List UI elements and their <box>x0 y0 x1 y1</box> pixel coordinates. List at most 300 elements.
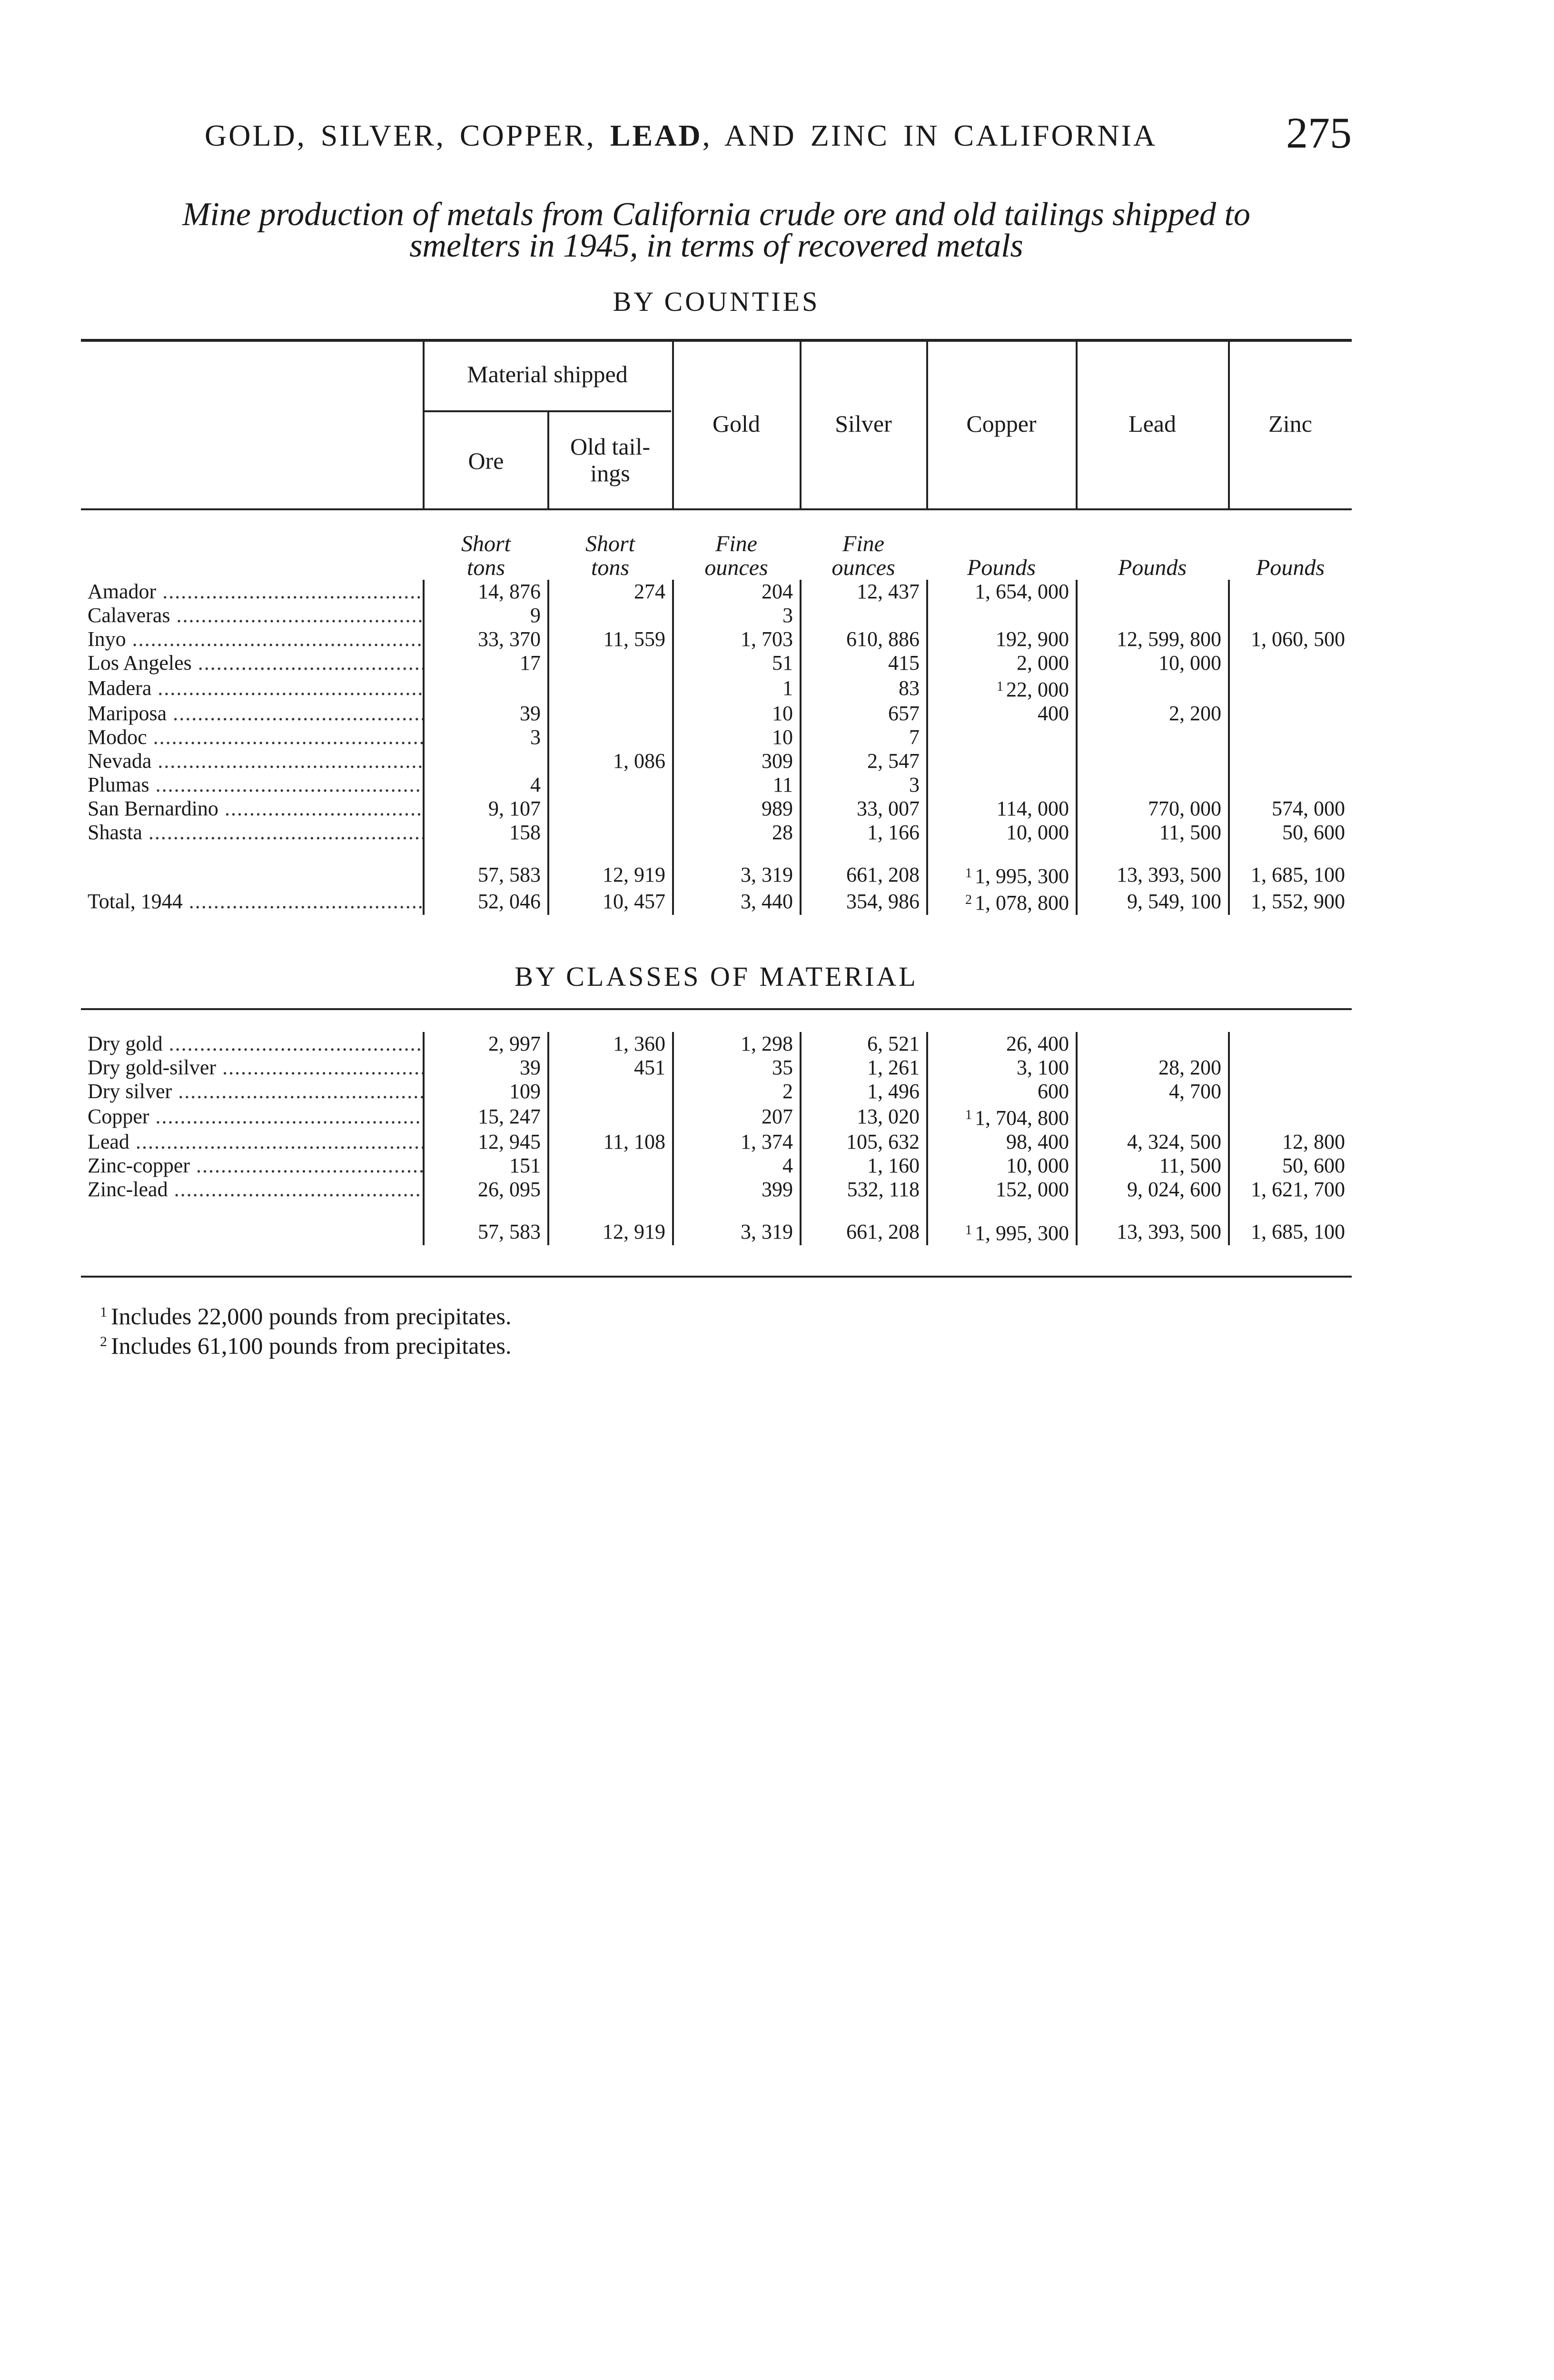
cell-value: 7 <box>909 725 920 749</box>
cell-value: 1, 078, 800 <box>975 891 1069 914</box>
cell-gold <box>673 888 801 915</box>
row-label: Copper ..... <box>81 1103 424 1130</box>
cell-value: 109 <box>509 1080 541 1103</box>
cell-lead <box>1077 651 1229 675</box>
cell-gold <box>673 702 801 725</box>
cell-value: 13, 393, 500 <box>1117 1220 1221 1243</box>
cell-lead <box>1077 1219 1229 1245</box>
cell-copper <box>927 821 1077 844</box>
running-title <box>205 118 1157 153</box>
col-header-ore: Ore <box>468 447 504 474</box>
cell-ore <box>424 1154 548 1178</box>
cell-ore <box>424 1080 548 1103</box>
cell-silver <box>801 1130 927 1154</box>
cell-copper <box>927 702 1077 725</box>
row-label: Modoc ..... <box>81 725 424 749</box>
cell-value: 12, 945 <box>478 1130 541 1153</box>
cell-value: 11, 108 <box>603 1130 665 1153</box>
units-lead: Pounds <box>1118 555 1187 580</box>
cell-zinc <box>1229 604 1352 627</box>
cell-tailings <box>548 702 673 725</box>
cell-value: 14, 876 <box>478 580 541 603</box>
cell-value: 105, 632 <box>846 1130 920 1153</box>
cell-value: 1, 086 <box>613 749 665 773</box>
cell-zinc <box>1229 1178 1352 1201</box>
counties-body <box>81 580 1352 915</box>
cell-value: 12, 800 <box>1282 1130 1345 1153</box>
cell-lead <box>1077 1154 1229 1178</box>
county-row <box>81 651 1352 675</box>
cell-silver <box>801 1103 927 1130</box>
cell-ore <box>424 627 548 651</box>
row-label: Dry silver ..... <box>81 1080 424 1103</box>
cell-zinc <box>1229 1080 1352 1103</box>
cell-value: 1, 704, 800 <box>975 1106 1069 1130</box>
footnotes <box>100 1299 511 1359</box>
class-row <box>81 1056 1352 1080</box>
cell-silver <box>801 604 927 627</box>
cell-value: 3, 319 <box>741 1220 793 1243</box>
footnote-1-text: Includes 22,000 pounds from precipitates. <box>111 1303 512 1329</box>
cell-ore <box>424 1219 548 1245</box>
cell-lead <box>1077 1056 1229 1080</box>
cell-lead <box>1077 580 1229 604</box>
cell-ore <box>424 1201 548 1219</box>
row-label: Dry gold ..... <box>81 1032 424 1056</box>
county-row <box>81 773 1352 797</box>
cell-copper <box>927 1219 1077 1245</box>
cell-value: 51 <box>772 651 793 674</box>
row-label: Calaveras ..... <box>81 604 424 627</box>
cell-value: 33, 370 <box>478 627 541 651</box>
cell-lead <box>1077 773 1229 797</box>
row-label: Inyo ..... <box>81 627 424 651</box>
units-ore <box>424 532 548 580</box>
cell-value: 26, 400 <box>1006 1032 1069 1055</box>
county-row <box>81 675 1352 702</box>
cell-value: 661, 208 <box>846 1220 920 1243</box>
cell-value: 274 <box>634 580 665 603</box>
cell-lead <box>1077 1032 1229 1056</box>
cell-value: 1, 374 <box>741 1130 793 1153</box>
running-title-part1: GOLD, SILVER, COPPER, <box>205 119 610 152</box>
cell-value: 10 <box>772 702 793 725</box>
cell-value: 1, 995, 300 <box>975 864 1069 888</box>
cell-value: 661, 208 <box>846 863 920 886</box>
footnote-ref: 2 <box>965 892 972 907</box>
col-header-gold: Gold <box>713 410 760 437</box>
cell-tailings <box>548 1080 673 1103</box>
cell-value: 2, 000 <box>1017 651 1069 674</box>
counties-total-row <box>81 862 1352 888</box>
spacer-row <box>81 844 1352 862</box>
cell-value: 9, 107 <box>488 797 541 820</box>
cell-value: 10 <box>772 725 793 749</box>
cell-lead <box>1077 797 1229 821</box>
cell-value: 309 <box>762 749 793 773</box>
cell-copper <box>927 1080 1077 1103</box>
cell-gold <box>673 1178 801 1201</box>
cell-silver <box>801 702 927 725</box>
cell-value: 4, 700 <box>1169 1080 1221 1103</box>
cell-value: 6, 521 <box>867 1032 920 1055</box>
cell-value: 4 <box>782 1154 793 1177</box>
cell-value: 28 <box>772 821 793 844</box>
cell-value: 1, 261 <box>867 1056 920 1079</box>
cell-value: 10, 000 <box>1158 651 1221 674</box>
cell-silver <box>801 1219 927 1245</box>
cell-tailings <box>548 888 673 915</box>
cell-gold <box>673 627 801 651</box>
col-header-old-tailings-line1: Old tail- <box>570 433 651 460</box>
cell-tailings <box>548 1056 673 1080</box>
cell-copper <box>927 797 1077 821</box>
cell-value: 17 <box>520 651 541 674</box>
row-label: Zinc-lead ..... <box>81 1178 424 1201</box>
cell-gold <box>673 797 801 821</box>
cell-ore <box>424 702 548 725</box>
cell-tailings <box>548 627 673 651</box>
cell-silver <box>801 797 927 821</box>
cell-value: 9, 549, 100 <box>1127 890 1221 913</box>
cell-value: 400 <box>1038 702 1069 725</box>
cell-value: 98, 400 <box>1006 1130 1069 1153</box>
cell-tailings <box>548 1130 673 1154</box>
cell-ore <box>424 1178 548 1201</box>
cell-value: 12, 437 <box>857 580 920 603</box>
row-label <box>81 844 424 862</box>
cell-zinc <box>1229 725 1352 749</box>
cell-tailings <box>548 1219 673 1245</box>
cell-ore <box>424 844 548 862</box>
cell-silver <box>801 1032 927 1056</box>
cell-copper <box>927 675 1077 702</box>
cell-gold <box>673 1032 801 1056</box>
cell-value: 610, 886 <box>846 627 920 651</box>
cell-zinc <box>1229 627 1352 651</box>
cell-value: 9 <box>530 604 541 627</box>
row-label: Nevada ..... <box>81 749 424 773</box>
cell-value: 12, 919 <box>603 863 665 886</box>
cell-lead <box>1077 844 1229 862</box>
cell-value: 28, 200 <box>1158 1056 1221 1079</box>
units-zinc: Pounds <box>1256 555 1325 580</box>
cell-ore <box>424 604 548 627</box>
cell-value: 151 <box>509 1154 541 1177</box>
cell-tailings <box>548 604 673 627</box>
class-row <box>81 1130 1352 1154</box>
running-header <box>81 104 1352 156</box>
cell-lead <box>1077 627 1229 651</box>
class-row <box>81 1032 1352 1056</box>
cell-copper <box>927 1103 1077 1130</box>
cell-value: 770, 000 <box>1148 797 1221 820</box>
section-counties-heading: BY COUNTIES <box>613 286 820 317</box>
cell-tailings <box>548 773 673 797</box>
cell-zinc <box>1229 1201 1352 1219</box>
cell-gold <box>673 1130 801 1154</box>
county-row <box>81 821 1352 844</box>
row-label: Zinc-copper ..... <box>81 1154 424 1178</box>
cell-copper <box>927 627 1077 651</box>
units-ore-line2: tons <box>466 555 505 580</box>
cell-zinc <box>1229 1130 1352 1154</box>
cell-tailings <box>548 651 673 675</box>
cell-value: 1, 621, 700 <box>1251 1178 1345 1201</box>
running-title-part2: , AND ZINC IN CALIFORNIA <box>702 119 1158 152</box>
units-silver <box>801 532 926 580</box>
cell-value: 83 <box>899 676 920 700</box>
cell-silver <box>801 749 927 773</box>
county-row <box>81 604 1352 627</box>
cell-zinc <box>1229 797 1352 821</box>
cell-value: 50, 600 <box>1282 1154 1345 1177</box>
cell-value: 3 <box>909 773 920 796</box>
cell-value: 1, 654, 000 <box>975 580 1069 603</box>
cell-copper <box>927 844 1077 862</box>
cell-zinc <box>1229 1154 1352 1178</box>
header-bottom-rule <box>81 508 1352 510</box>
cell-value: 3, 319 <box>741 863 793 886</box>
classes-table <box>81 1032 1352 1245</box>
cell-lead <box>1077 1080 1229 1103</box>
col-header-silver: Silver <box>835 410 892 437</box>
cell-zinc <box>1229 702 1352 725</box>
footnote-1 <box>100 1299 511 1329</box>
cell-silver <box>801 888 927 915</box>
cell-silver <box>801 773 927 797</box>
cell-ore <box>424 1103 548 1130</box>
total-1944-row <box>81 888 1352 915</box>
cell-silver <box>801 1178 927 1201</box>
cell-tailings <box>548 862 673 888</box>
cell-value: 10, 000 <box>1006 821 1069 844</box>
cell-ore <box>424 675 548 702</box>
cell-lead <box>1077 888 1229 915</box>
cell-value: 204 <box>762 580 793 603</box>
cell-value: 1, 298 <box>741 1032 793 1055</box>
row-label <box>81 1219 424 1245</box>
cell-tailings <box>548 1032 673 1056</box>
cell-gold <box>673 1219 801 1245</box>
cell-tailings <box>548 580 673 604</box>
footnote-ref: 1 <box>997 679 1003 694</box>
cell-value: 354, 986 <box>846 890 920 913</box>
cell-zinc <box>1229 862 1352 888</box>
cell-lead <box>1077 821 1229 844</box>
cell-gold <box>673 1201 801 1219</box>
cell-value: 574, 000 <box>1272 797 1345 820</box>
cell-value: 1, 703 <box>741 627 793 651</box>
cell-value: 22, 000 <box>1006 678 1069 701</box>
col-header-lead: Lead <box>1128 410 1176 437</box>
cell-value: 50, 600 <box>1282 821 1345 844</box>
footnote-ref: 1 <box>965 1108 972 1122</box>
cell-lead <box>1077 1103 1229 1130</box>
col-header-copper: Copper <box>966 410 1037 437</box>
cell-value: 451 <box>634 1056 665 1079</box>
cell-tailings <box>548 1154 673 1178</box>
cell-value: 3, 100 <box>1017 1056 1069 1079</box>
col-header-material-shipped: Material shipped <box>467 361 628 387</box>
units-gold-line1: Fine <box>715 531 757 556</box>
cell-value: 2, 547 <box>867 749 920 773</box>
cell-ore <box>424 1056 548 1080</box>
cell-ore <box>424 725 548 749</box>
row-label: Los Angeles ..... <box>81 651 424 675</box>
cell-value: 114, 000 <box>996 797 1069 820</box>
cell-value: 12, 599, 800 <box>1117 627 1221 651</box>
footnote-2-text: Includes 61,100 pounds from precipitates. <box>111 1332 512 1359</box>
cell-gold <box>673 1103 801 1130</box>
page-number: 275 <box>1286 109 1352 157</box>
cell-value: 1, 360 <box>613 1032 665 1055</box>
cell-tailings <box>548 844 673 862</box>
cell-ore <box>424 1032 548 1056</box>
cell-copper <box>927 580 1077 604</box>
cell-value: 11 <box>772 773 793 796</box>
cell-copper <box>927 604 1077 627</box>
cell-tailings <box>548 725 673 749</box>
cell-silver <box>801 675 927 702</box>
cell-silver <box>801 1080 927 1103</box>
cell-copper <box>927 1032 1077 1056</box>
cell-lead <box>1077 702 1229 725</box>
cell-copper <box>927 862 1077 888</box>
cell-ore <box>424 651 548 675</box>
cell-silver <box>801 1056 927 1080</box>
cell-value: 10, 000 <box>1006 1154 1069 1177</box>
cell-silver <box>801 1201 927 1219</box>
cell-value: 1, 496 <box>867 1080 920 1103</box>
class-row <box>81 1178 1352 1201</box>
county-row <box>81 749 1352 773</box>
cell-zinc <box>1229 1032 1352 1056</box>
cell-tailings <box>548 797 673 821</box>
cell-value: 1, 166 <box>867 821 920 844</box>
cell-value: 600 <box>1038 1080 1069 1103</box>
cell-gold <box>673 725 801 749</box>
cell-copper <box>927 773 1077 797</box>
cell-copper <box>927 1056 1077 1080</box>
units-copper: Pounds <box>967 555 1036 580</box>
cell-tailings <box>548 1103 673 1130</box>
cell-value: 152, 000 <box>996 1178 1069 1201</box>
class-row <box>81 1154 1352 1178</box>
cell-value: 26, 095 <box>478 1178 541 1201</box>
cell-ore <box>424 580 548 604</box>
row-label: Amador ..... <box>81 580 424 604</box>
cell-value: 3 <box>782 604 793 627</box>
county-row <box>81 702 1352 725</box>
units-silver-line1: Fine <box>842 531 884 556</box>
table-bottom-rule <box>81 1276 1352 1278</box>
cell-zinc <box>1229 888 1352 915</box>
cell-gold <box>673 1080 801 1103</box>
cell-value: 1, 995, 300 <box>975 1221 1069 1245</box>
cell-value: 33, 007 <box>857 797 920 820</box>
cell-copper <box>927 1201 1077 1219</box>
cell-value: 11, 500 <box>1159 821 1221 844</box>
cell-value: 13, 393, 500 <box>1117 863 1221 886</box>
units-silver-line2: ounces <box>831 555 895 580</box>
cell-zinc <box>1229 844 1352 862</box>
cell-value: 10, 457 <box>603 890 665 913</box>
cell-value: 2 <box>782 1080 793 1103</box>
cell-copper <box>927 1178 1077 1201</box>
cell-gold <box>673 862 801 888</box>
row-label: San Bernardino ..... <box>81 797 424 821</box>
row-label <box>81 862 424 888</box>
row-label <box>81 1201 424 1219</box>
cell-gold <box>673 675 801 702</box>
units-gold-line2: ounces <box>704 555 768 580</box>
cell-zinc <box>1229 675 1352 702</box>
county-row <box>81 797 1352 821</box>
cell-ore <box>424 749 548 773</box>
footnote-2 <box>100 1329 511 1359</box>
table-title-line1: Mine production of metals from California crude ore and old tailings shipped to <box>182 196 1250 233</box>
class-row <box>81 1080 1352 1103</box>
row-label: Plumas ..... <box>81 773 424 797</box>
cell-value: 158 <box>509 821 541 844</box>
row-label: Dry gold-silver ..... <box>81 1056 424 1080</box>
cell-value: 1 <box>782 676 793 700</box>
cell-gold <box>673 604 801 627</box>
running-title-bold: LEAD <box>610 119 703 152</box>
cell-ore <box>424 1130 548 1154</box>
cell-lead <box>1077 604 1229 627</box>
cell-value: 1, 685, 100 <box>1251 1220 1345 1243</box>
footnote-ref: 1 <box>965 866 972 881</box>
cell-copper <box>927 1154 1077 1178</box>
units-ore-line1: Short <box>461 531 511 556</box>
cell-value: 3, 440 <box>741 890 793 913</box>
cell-value: 15, 247 <box>478 1105 541 1128</box>
cell-lead <box>1077 1201 1229 1219</box>
cell-tailings <box>548 1201 673 1219</box>
spacer-row <box>81 1201 1352 1219</box>
cell-tailings <box>548 675 673 702</box>
cell-zinc <box>1229 1056 1352 1080</box>
cell-zinc <box>1229 1219 1352 1245</box>
cell-gold <box>673 749 801 773</box>
cell-gold <box>673 580 801 604</box>
cell-silver <box>801 1154 927 1178</box>
cell-tailings <box>548 1178 673 1201</box>
footnote-1-mark: 1 <box>100 1304 107 1320</box>
cell-zinc <box>1229 1103 1352 1130</box>
footnote-2-mark: 2 <box>100 1334 107 1349</box>
cell-value: 1, 552, 900 <box>1251 890 1345 913</box>
units-tailings-line2: tons <box>591 555 629 580</box>
cell-ore <box>424 797 548 821</box>
cell-lead <box>1077 1178 1229 1201</box>
cell-silver <box>801 862 927 888</box>
cell-zinc <box>1229 651 1352 675</box>
county-row <box>81 725 1352 749</box>
cell-value: 39 <box>520 702 541 725</box>
classes-top-rule <box>81 1008 1352 1010</box>
cell-lead <box>1077 725 1229 749</box>
cell-value: 532, 118 <box>847 1178 920 1201</box>
row-label: Mariposa ..... <box>81 702 424 725</box>
cell-ore <box>424 821 548 844</box>
cell-value: 13, 020 <box>857 1105 920 1128</box>
cell-lead <box>1077 1130 1229 1154</box>
cell-value: 12, 919 <box>603 1220 665 1243</box>
cell-silver <box>801 580 927 604</box>
